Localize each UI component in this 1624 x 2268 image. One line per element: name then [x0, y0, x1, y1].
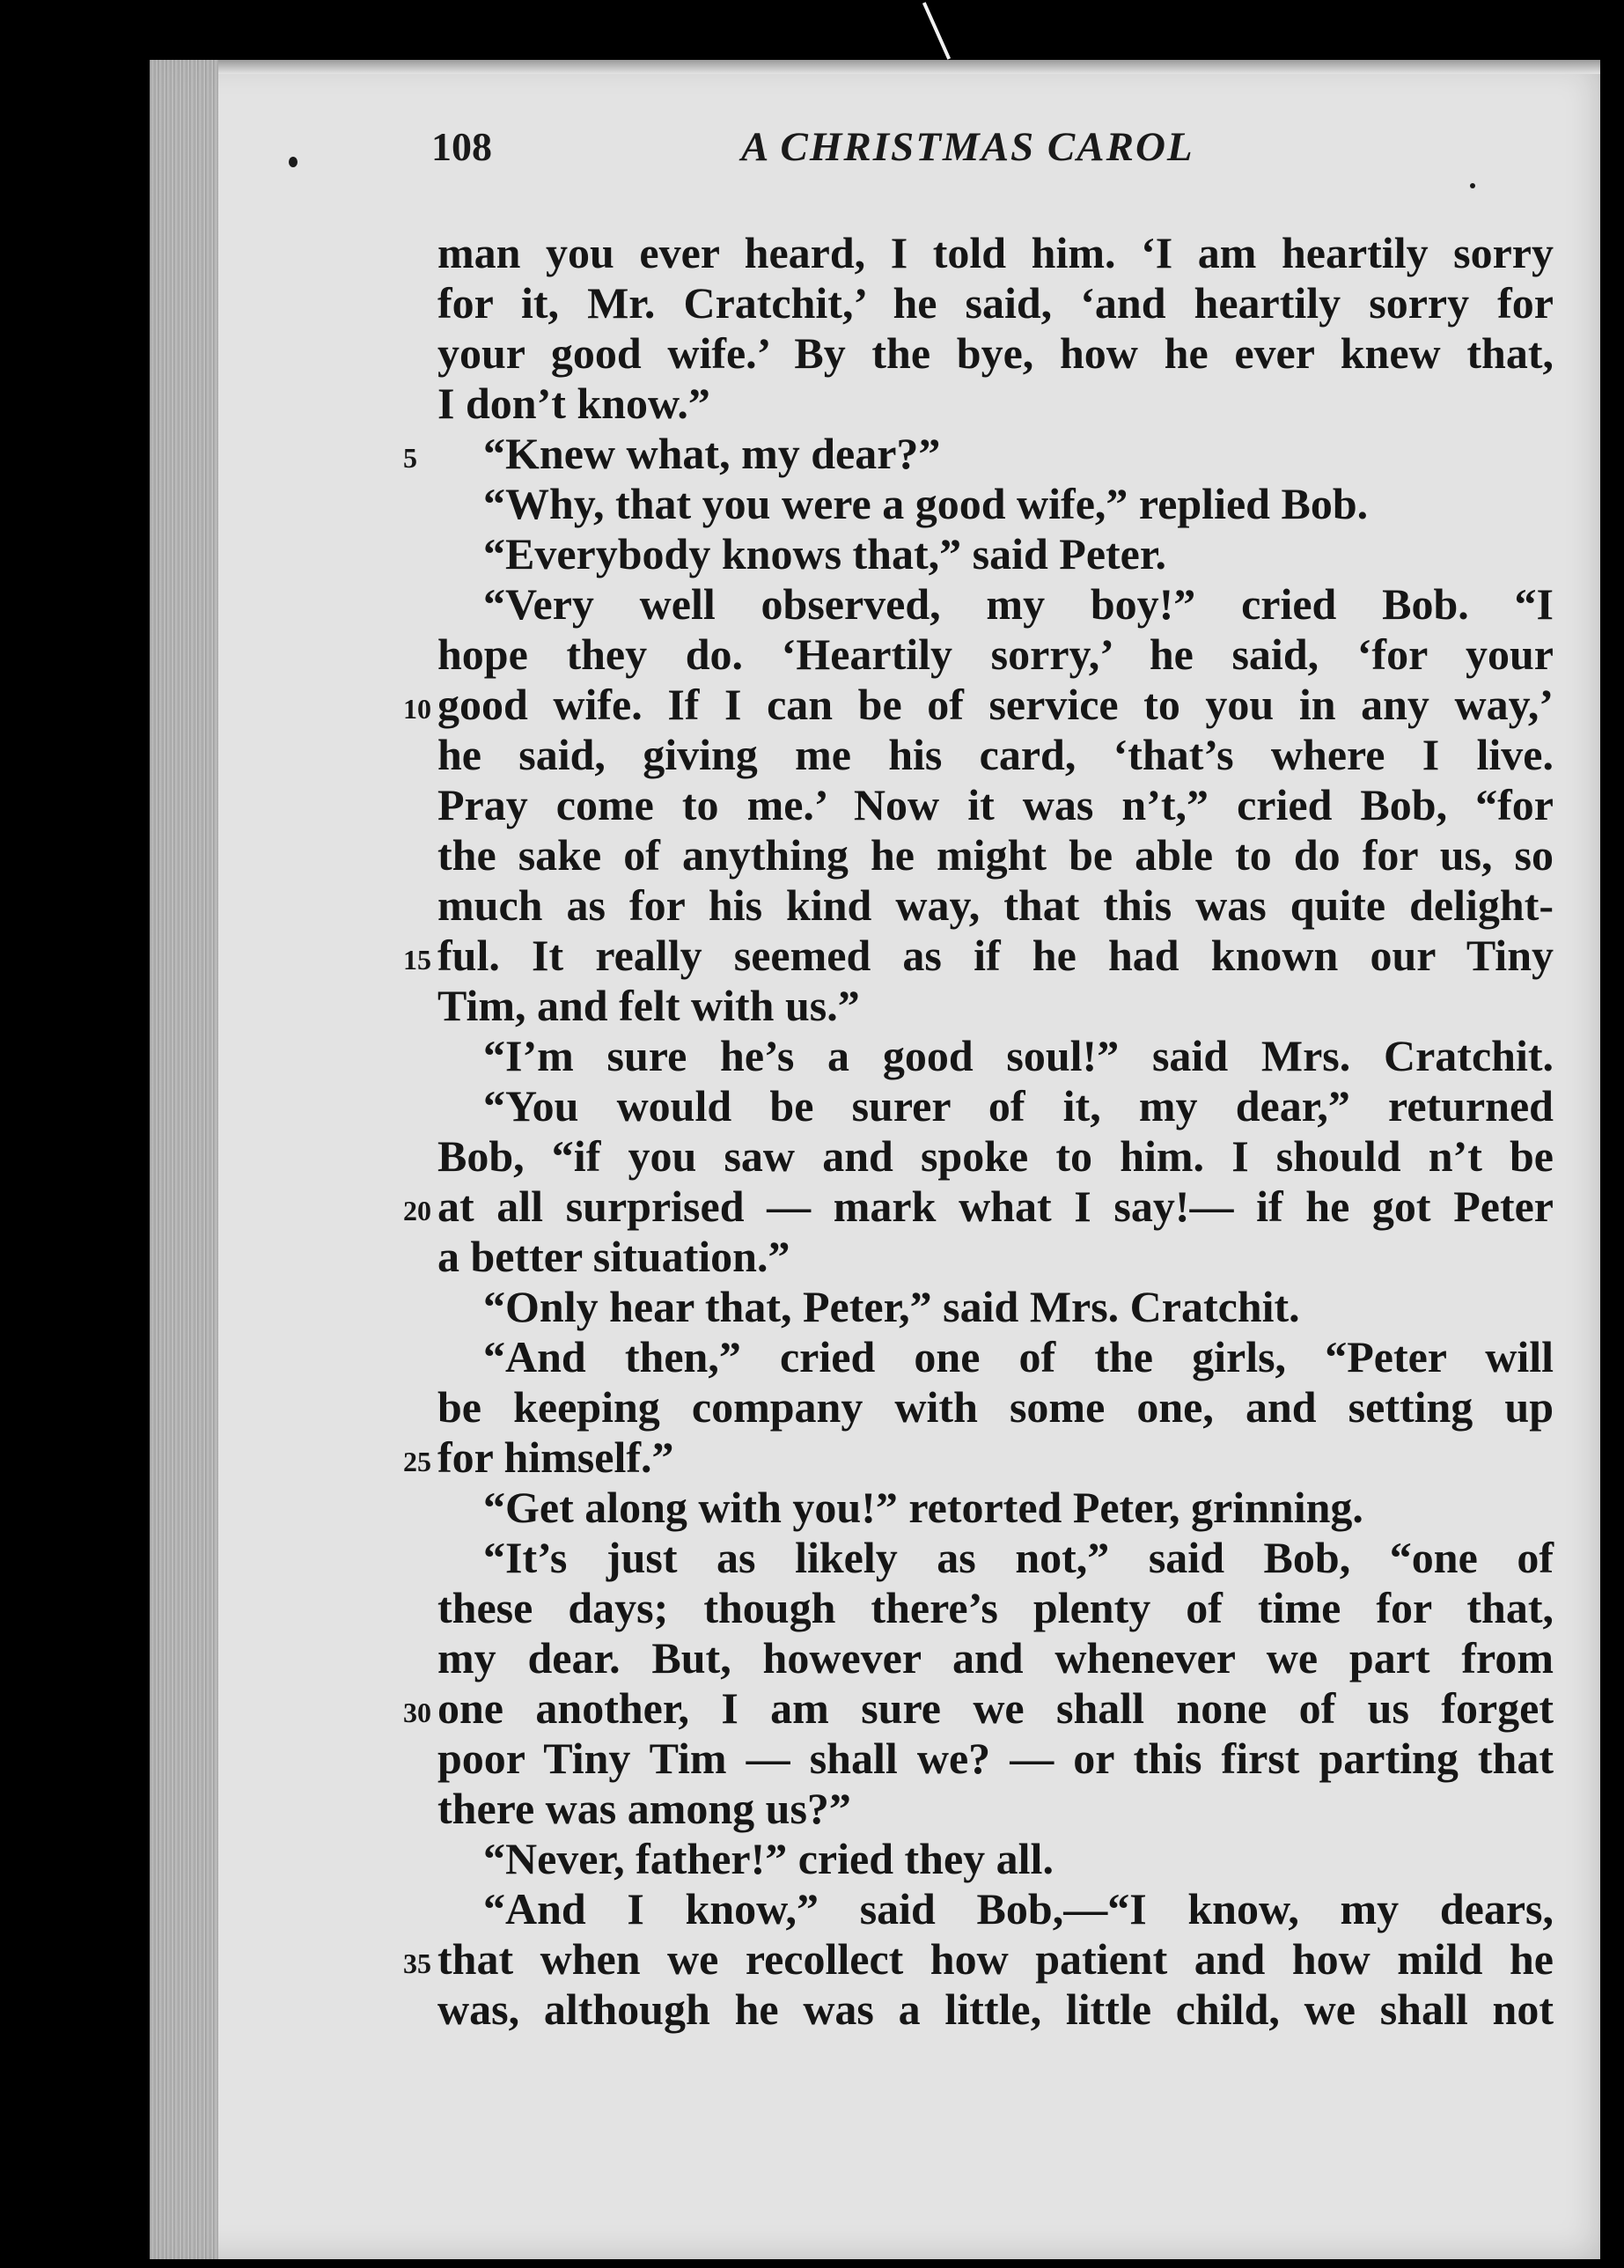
text-line: he said, giving me his card, ‘that’s where I live.	[437, 730, 1554, 779]
text-line: “Very well observed, my boy!” cried Bob. “I	[483, 579, 1554, 629]
text-line: be keeping company with some one, and setting up	[437, 1382, 1554, 1432]
text-line: “And then,” cried one of the girls, “Peter will	[483, 1332, 1554, 1381]
line-number: 35	[403, 1948, 431, 1979]
text-line: these days; though there’s plenty of time for that,	[437, 1583, 1554, 1632]
text-line: your good wife.’ By the bye, how he ever knew that,	[437, 328, 1554, 378]
line-number: 20	[403, 1195, 431, 1226]
text-line: that when we recollect how patient and how mild he	[437, 1934, 1554, 1984]
text-line: “Never, father!” cried they all.	[483, 1834, 1054, 1883]
line-number: 30	[403, 1697, 431, 1728]
text-line: ful. It really seemed as if he had known our Tiny	[437, 931, 1554, 980]
text-line: I don’t know.”	[437, 379, 710, 428]
text-line: at all surprised — mark what I say!— if he got Peter	[437, 1182, 1554, 1231]
text-line: “Only hear that, Peter,” said Mrs. Cratchit.	[483, 1282, 1300, 1331]
text-line: “Everybody knows that,” said Peter.	[483, 529, 1166, 578]
line-number: 25	[403, 1446, 431, 1477]
text-line: much as for his kind way, that this was quite delight-	[437, 880, 1554, 930]
line-number: 5	[403, 442, 417, 474]
page-gutter-edge	[150, 60, 218, 2259]
margin-speck	[289, 157, 298, 167]
text-line: my dear. But, however and whenever we part from	[437, 1633, 1554, 1683]
page-number: 108	[431, 124, 492, 169]
line-number: 15	[403, 944, 431, 976]
text-line: “It’s just as likely as not,” said Bob, “one of	[483, 1533, 1554, 1582]
running-title: A CHRISTMAS CAROL	[741, 124, 1194, 170]
running-header	[431, 123, 1312, 176]
page-top-edge	[218, 60, 1600, 74]
text-line: “Knew what, my dear?”	[483, 429, 941, 478]
text-line: “I’m sure he’s a good soul!” said Mrs. Cratchit.	[483, 1031, 1554, 1080]
text-line: one another, I am sure we shall none of us forget	[437, 1683, 1554, 1733]
text-line: poor Tiny Tim — shall we? — or this first parting that	[437, 1734, 1554, 1783]
margin-speck	[1470, 183, 1475, 188]
text-line: there was among us?”	[437, 1784, 851, 1833]
text-line: a better situation.”	[437, 1232, 790, 1281]
text-line: “You would be surer of it, my dear,” returned	[483, 1081, 1554, 1130]
text-line: for it, Mr. Cratchit,’ he said, ‘and heartily sorry for	[437, 278, 1554, 328]
text-line: “Get along with you!” retorted Peter, grinning.	[483, 1483, 1363, 1532]
paper-scratch	[922, 2, 951, 60]
text-line: Bob, “if you saw and spoke to him. I should n’t be	[437, 1131, 1554, 1181]
text-line: man you ever heard, I told him. ‘I am heartily sorry	[437, 228, 1554, 277]
text-line: for himself.”	[437, 1432, 674, 1482]
text-line: “Why, that you were a good wife,” replied Bob.	[483, 479, 1369, 528]
text-line: Pray come to me.’ Now it was n’t,” cried Bob, “for	[437, 780, 1554, 829]
text-line: “And I know,” said Bob,—“I know, my dears,	[483, 1884, 1554, 1933]
text-line: hope they do. ‘Heartily sorry,’ he said, ‘for your	[437, 630, 1554, 679]
text-line: was, although he was a little, little child, we shall not	[437, 1984, 1554, 2034]
text-line: the sake of anything he might be able to do for us, so	[437, 830, 1554, 880]
text-line: good wife. If I can be of service to you in any way,’	[437, 680, 1554, 729]
line-number: 10	[403, 693, 431, 725]
text-line: Tim, and felt with us.”	[437, 981, 860, 1030]
